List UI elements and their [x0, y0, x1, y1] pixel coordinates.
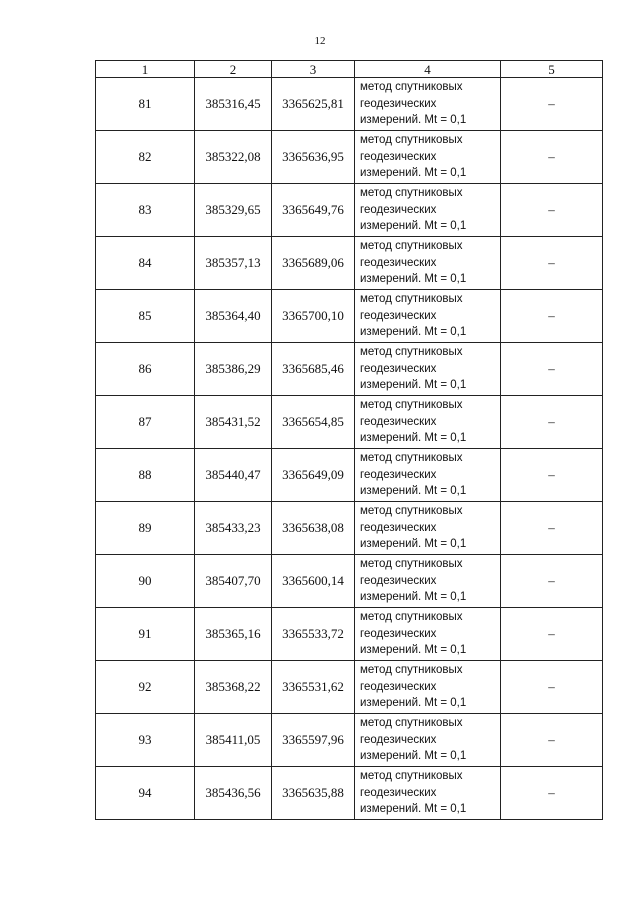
method-line: геодезических [360, 203, 437, 216]
method-line: измерений. Mt = 0,1 [360, 485, 467, 498]
method-line: метод спутниковых [360, 293, 463, 306]
method-line: геодезических [360, 362, 437, 375]
x-coordinate-cell: 385433,23 [195, 502, 272, 555]
method-line: метод спутниковых [360, 346, 463, 359]
method-line: геодезических [360, 733, 437, 746]
point-number-cell: 91 [96, 608, 195, 661]
y-coordinate-cell: 3365635,88 [272, 767, 355, 820]
x-coordinate-cell: 385431,52 [195, 396, 272, 449]
method-line: измерений. Mt = 0,1 [360, 273, 467, 286]
table-row [96, 290, 603, 343]
x-coordinate-cell: 385407,70 [195, 555, 272, 608]
column-5-cell: – [501, 767, 603, 820]
column-5-cell: – [501, 608, 603, 661]
method-line: измерений. Mt = 0,1 [360, 644, 467, 657]
table-row [96, 78, 603, 131]
y-coordinate-cell: 3365597,96 [272, 714, 355, 767]
method-cell [355, 661, 501, 714]
method-line: измерений. Mt = 0,1 [360, 220, 467, 233]
coordinates-table [95, 60, 603, 820]
column-5-cell: – [501, 131, 603, 184]
method-cell [355, 502, 501, 555]
method-line: измерений. Mt = 0,1 [360, 750, 467, 763]
point-number-cell: 93 [96, 714, 195, 767]
method-line: измерений. Mt = 0,1 [360, 114, 467, 127]
column-5-cell: – [501, 184, 603, 237]
table-row [96, 237, 603, 290]
y-coordinate-cell: 3365654,85 [272, 396, 355, 449]
method-line: измерений. Mt = 0,1 [360, 591, 467, 604]
method-cell [355, 290, 501, 343]
method-line: измерений. Mt = 0,1 [360, 326, 467, 339]
column-5-cell: – [501, 78, 603, 131]
method-line: метод спутниковых [360, 81, 463, 94]
method-line: геодезических [360, 97, 437, 110]
x-coordinate-cell: 385368,22 [195, 661, 272, 714]
column-header-3: 3 [272, 61, 355, 78]
y-coordinate-cell: 3365638,08 [272, 502, 355, 555]
method-cell [355, 767, 501, 820]
method-cell [355, 131, 501, 184]
method-line: метод спутниковых [360, 505, 463, 518]
x-coordinate-cell: 385365,16 [195, 608, 272, 661]
column-5-cell: – [501, 396, 603, 449]
y-coordinate-cell: 3365636,95 [272, 131, 355, 184]
point-number-cell: 81 [96, 78, 195, 131]
table-row [96, 661, 603, 714]
x-coordinate-cell: 385322,08 [195, 131, 272, 184]
method-line: геодезических [360, 309, 437, 322]
x-coordinate-cell: 385329,65 [195, 184, 272, 237]
point-number-cell: 89 [96, 502, 195, 555]
y-coordinate-cell: 3365689,06 [272, 237, 355, 290]
x-coordinate-cell: 385357,13 [195, 237, 272, 290]
method-line: геодезических [360, 150, 437, 163]
method-line: метод спутниковых [360, 558, 463, 571]
method-line: метод спутниковых [360, 187, 463, 200]
method-line: метод спутниковых [360, 240, 463, 253]
column-header-4: 4 [355, 61, 501, 78]
column-5-cell: – [501, 290, 603, 343]
column-5-cell: – [501, 555, 603, 608]
table-row [96, 502, 603, 555]
y-coordinate-cell: 3365600,14 [272, 555, 355, 608]
method-line: метод спутниковых [360, 664, 463, 677]
x-coordinate-cell: 385386,29 [195, 343, 272, 396]
table-row [96, 184, 603, 237]
column-header-2: 2 [195, 61, 272, 78]
table-row [96, 608, 603, 661]
y-coordinate-cell: 3365649,09 [272, 449, 355, 502]
method-cell [355, 78, 501, 131]
table-row [96, 131, 603, 184]
method-line: геодезических [360, 468, 437, 481]
x-coordinate-cell: 385316,45 [195, 78, 272, 131]
column-header-5: 5 [501, 61, 603, 78]
method-line: метод спутниковых [360, 611, 463, 624]
column-5-cell: – [501, 661, 603, 714]
column-header-1: 1 [96, 61, 195, 78]
y-coordinate-cell: 3365685,46 [272, 343, 355, 396]
table-row [96, 555, 603, 608]
y-coordinate-cell: 3365533,72 [272, 608, 355, 661]
point-number-cell: 94 [96, 767, 195, 820]
table-body [96, 78, 603, 820]
header-row [96, 61, 603, 78]
method-cell [355, 714, 501, 767]
method-line: метод спутниковых [360, 399, 463, 412]
x-coordinate-cell: 385440,47 [195, 449, 272, 502]
table-row [96, 396, 603, 449]
method-line: измерений. Mt = 0,1 [360, 432, 467, 445]
method-cell [355, 237, 501, 290]
table-row [96, 714, 603, 767]
method-line: геодезических [360, 786, 437, 799]
x-coordinate-cell: 385364,40 [195, 290, 272, 343]
method-line: метод спутниковых [360, 452, 463, 465]
y-coordinate-cell: 3365625,81 [272, 78, 355, 131]
method-cell [355, 449, 501, 502]
column-5-cell: – [501, 502, 603, 555]
point-number-cell: 90 [96, 555, 195, 608]
point-number-cell: 82 [96, 131, 195, 184]
y-coordinate-cell: 3365531,62 [272, 661, 355, 714]
point-number-cell: 92 [96, 661, 195, 714]
table-header [96, 61, 603, 78]
x-coordinate-cell: 385411,05 [195, 714, 272, 767]
method-cell [355, 555, 501, 608]
method-cell [355, 184, 501, 237]
point-number-cell: 86 [96, 343, 195, 396]
page-number: 12 [314, 35, 326, 47]
column-5-cell: – [501, 343, 603, 396]
point-number-cell: 87 [96, 396, 195, 449]
y-coordinate-cell: 3365649,76 [272, 184, 355, 237]
method-cell [355, 396, 501, 449]
method-line: геодезических [360, 574, 437, 587]
method-line: геодезических [360, 680, 437, 693]
point-number-cell: 83 [96, 184, 195, 237]
method-line: метод спутниковых [360, 770, 463, 783]
method-line: измерений. Mt = 0,1 [360, 379, 467, 392]
method-line: измерений. Mt = 0,1 [360, 697, 467, 710]
point-number-cell: 85 [96, 290, 195, 343]
method-line: метод спутниковых [360, 134, 463, 147]
table-row [96, 343, 603, 396]
method-line: геодезических [360, 627, 437, 640]
point-number-cell: 84 [96, 237, 195, 290]
method-line: геодезических [360, 521, 437, 534]
method-cell [355, 343, 501, 396]
column-5-cell: – [501, 237, 603, 290]
method-line: геодезических [360, 415, 437, 428]
point-number-cell: 88 [96, 449, 195, 502]
column-5-cell: – [501, 714, 603, 767]
method-line: измерений. Mt = 0,1 [360, 538, 467, 551]
method-line: измерений. Mt = 0,1 [360, 803, 467, 816]
x-coordinate-cell: 385436,56 [195, 767, 272, 820]
y-coordinate-cell: 3365700,10 [272, 290, 355, 343]
method-line: геодезических [360, 256, 437, 269]
column-5-cell: – [501, 449, 603, 502]
method-cell [355, 608, 501, 661]
method-line: измерений. Mt = 0,1 [360, 167, 467, 180]
table-row [96, 449, 603, 502]
table-row [96, 767, 603, 820]
method-line: метод спутниковых [360, 717, 463, 730]
